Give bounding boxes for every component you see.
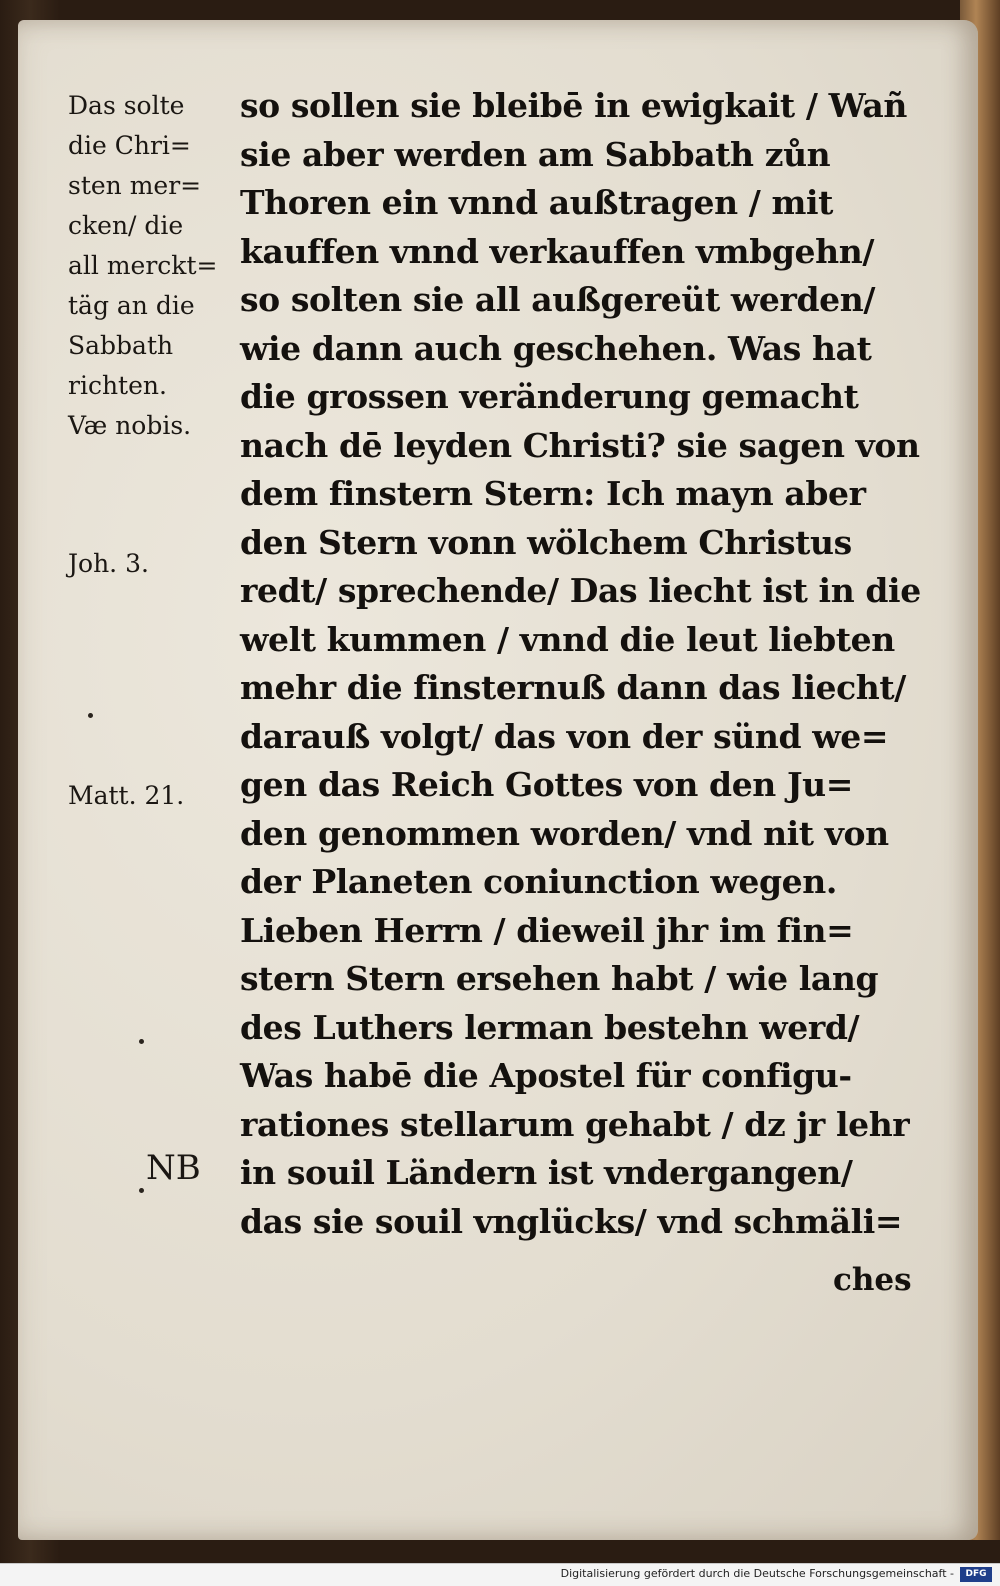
main-text-block xyxy=(240,82,930,1246)
margin-note-line: täg an die xyxy=(68,291,195,320)
margin-note-line: Das solte xyxy=(68,91,185,120)
footer-bar xyxy=(0,1563,1000,1586)
text-line: sie aber werden am Sabbath zůn xyxy=(240,134,831,174)
dfg-logo: DFG xyxy=(960,1567,992,1582)
margin-mark-dot xyxy=(88,713,93,718)
margin-ref-joh: Joh. 3. xyxy=(68,549,149,578)
margin-note-line: cken/ die xyxy=(68,211,184,240)
margin-mark-dot xyxy=(139,1188,144,1193)
text-line: so solten sie all außgereüt werden/ xyxy=(240,280,875,319)
text-line: darauß volgt/ das von der sünd we= xyxy=(240,716,889,756)
text-line: rationes stellarum gehabt / dz jr lehr xyxy=(240,1104,910,1144)
text-line: Lieben Herrn / dieweil jhr im fin= xyxy=(240,910,854,950)
text-line: das sie souil vnglücks/ vnd schmäli= xyxy=(240,1201,903,1241)
margin-note-line: die Chri= xyxy=(68,131,191,160)
margin-note-line: Væ nobis. xyxy=(68,411,192,440)
margin-ref-matt: Matt. 21. xyxy=(68,781,185,810)
text-line: redt/ sprechende/ Das liecht ist in die xyxy=(240,571,921,610)
text-line: stern Stern ersehen habt / wie lang xyxy=(240,959,879,998)
text-line: Thoren ein vnnd außtragen / mit xyxy=(240,183,834,222)
catchword: ches xyxy=(833,1262,912,1298)
text-line: den Stern vonn wölchem Christus xyxy=(240,522,852,562)
text-line: mehr die finsternuß dann das liecht/ xyxy=(240,668,906,707)
text-line: des Luthers lerman bestehn werd/ xyxy=(240,1007,860,1047)
text-line: die grossen veränderung gemacht xyxy=(240,377,859,416)
funding-credit: Digitalisierung gefördert durch die Deutsche Forschungsgemeinschaft - xyxy=(560,1567,954,1580)
text-line: der Planeten coniunction wegen. xyxy=(240,862,837,901)
text-line: nach dē leyden Christi? sie sagen von xyxy=(240,425,920,465)
text-line: dem finstern Stern: Ich mayn aber xyxy=(240,474,866,513)
text-line: welt kummen / vnnd die leut liebten xyxy=(240,619,895,659)
text-line: kauffen vnnd verkauffen vmbgehn/ xyxy=(240,231,874,271)
margin-note-line: all merckt= xyxy=(68,251,218,280)
text-line: in souil Ländern ist vndergangen/ xyxy=(240,1153,853,1192)
text-line: Was habē die Apostel für configu- xyxy=(240,1056,852,1095)
margin-note-line: Sabbath xyxy=(68,331,174,360)
margin-note-line: sten mer= xyxy=(68,171,202,200)
text-line: wie dann auch geschehen. Was hat xyxy=(240,328,872,368)
text-line: so sollen sie bleibē in ewigkait / Wañ xyxy=(240,86,907,125)
margin-notes xyxy=(68,86,248,1188)
margin-ref-nb: NB xyxy=(146,1148,201,1188)
text-line: den genommen worden/ vnd nit von xyxy=(240,813,889,853)
margin-mark-dot xyxy=(139,1039,144,1044)
margin-note-line: richten. xyxy=(68,371,167,400)
text-line: gen das Reich Gottes von den Ju= xyxy=(240,765,854,804)
